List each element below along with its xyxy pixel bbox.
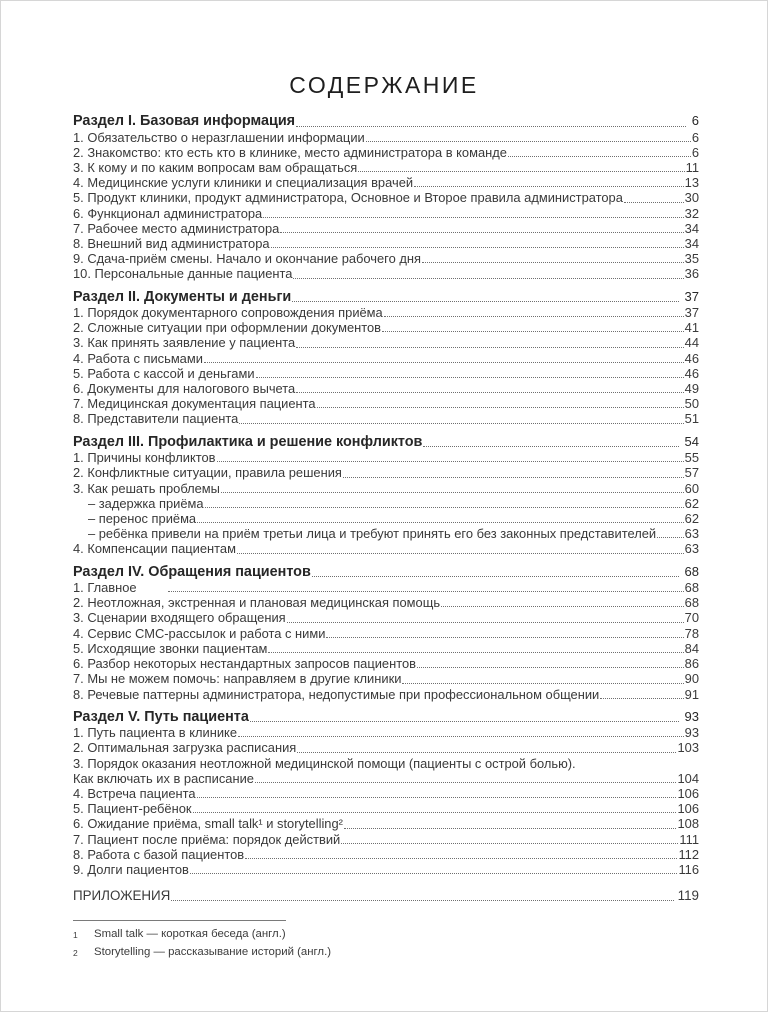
entry-label: 5. Продукт клиники, продукт администратора, Основное и Второе правила администратора [73, 190, 623, 206]
page-number: 13 [684, 175, 699, 191]
toc-entry [73, 450, 699, 465]
dot-leader [237, 553, 684, 554]
toc-entry [73, 832, 699, 847]
page-number: 49 [684, 381, 699, 397]
page-number: 119 [677, 888, 699, 904]
page-number: 63 [684, 541, 699, 557]
dot-leader [624, 202, 684, 203]
entry-label: 3. Как принять заявление у пациента [73, 335, 296, 351]
entry-label: 5. Работа с кассой и деньгами [73, 365, 255, 381]
page-number: 36 [684, 266, 699, 282]
dot-leader [382, 331, 684, 332]
entry-label: Как включать их в расписание [73, 770, 254, 786]
page-number: 46 [684, 365, 699, 381]
page-number: 50 [684, 396, 699, 412]
page-number: 51 [684, 411, 699, 427]
dot-leader [317, 407, 684, 408]
entry-label: 8. Работа с базой пациентов [73, 846, 245, 862]
dot-leader [287, 622, 684, 623]
appendix-label: ПРИЛОЖЕНИЯ [73, 888, 171, 904]
page-number: 103 [677, 740, 699, 756]
footnote-mark: 2 [73, 948, 78, 959]
footnotes-list [73, 926, 699, 962]
entry-label: Раздел II. Документы и деньги [73, 288, 292, 305]
section-heading-row [73, 113, 699, 130]
dot-leader [221, 492, 684, 493]
page-number: 35 [684, 251, 699, 267]
dot-leader [326, 637, 683, 638]
toc-entry [73, 687, 699, 702]
toc-entry [73, 740, 699, 755]
toc-entry [73, 266, 699, 281]
entry-label: 8. Представители пациента [73, 411, 239, 427]
page-number: 6 [691, 129, 699, 145]
toc-entry [73, 221, 699, 236]
entry-label: 7. Медицинская документация пациента [73, 396, 316, 412]
entry-label: 3. К кому и по каким вопросам вам обращаться [73, 159, 358, 175]
entry-label: 6. Разбор некоторых нестандартных запросов пациентов [73, 656, 416, 672]
dot-leader [296, 126, 686, 127]
dot-leader [205, 507, 684, 508]
toc-entry [73, 411, 699, 426]
toc-entry [73, 641, 699, 656]
dot-leader [423, 446, 678, 447]
dot-leader [245, 858, 677, 859]
toc-entry [73, 465, 699, 480]
entry-label: 1. Порядок документарного сопровождения приёма [73, 305, 383, 321]
page-number: 62 [684, 495, 699, 511]
toc-entry [73, 396, 699, 411]
entry-label: 9. Сдача-приём смены. Начало и окончание рабочего дня [73, 251, 421, 267]
entry-label: 2. Сложные ситуации при оформлении документов [73, 320, 382, 336]
page-number: 32 [684, 205, 699, 221]
page-number: 63 [684, 526, 699, 542]
page-number: 90 [684, 671, 699, 687]
entry-label: 8. Внешний вид администратора [73, 235, 270, 251]
entry-label: Раздел III. Профилактика и решение конфликтов [73, 433, 423, 450]
dot-leader [297, 752, 676, 753]
footnote-mark: 1 [73, 930, 78, 941]
dot-leader [271, 247, 684, 248]
toc-entry [73, 496, 699, 511]
page-number: 41 [684, 320, 699, 336]
dot-leader [402, 683, 683, 684]
entry-label: 7. Мы не можем помочь: направляем в другие клиники [73, 671, 402, 687]
entry-label: 6. Ожидание приёма, small talk¹ и storytelling² [73, 816, 343, 832]
toc-entry [73, 305, 699, 320]
page-number: 55 [684, 450, 699, 466]
toc-entry [73, 236, 699, 251]
dot-leader [239, 423, 683, 424]
dot-leader [344, 828, 677, 829]
page-number: 84 [684, 640, 699, 656]
appendix-row [73, 888, 699, 904]
page-number: 106 [677, 801, 699, 817]
entry-label: 6. Функционал администратора [73, 205, 263, 221]
toc-section [73, 113, 699, 282]
dot-leader [441, 606, 684, 607]
toc-entry [73, 862, 699, 877]
entry-label: 4. Встреча пациента [73, 786, 196, 802]
entry-label: 9. Долги пациентов [73, 862, 189, 878]
toc-entry [73, 595, 699, 610]
toc-entry [73, 816, 699, 831]
toc-entry [73, 725, 699, 740]
entry-label: 4. Сервис СМС-рассылок и работа с ними [73, 625, 326, 641]
page-number: 106 [677, 786, 699, 802]
page-number: 6 [691, 113, 699, 128]
footnote-rule [73, 920, 286, 921]
dot-leader [197, 797, 677, 798]
page-number: 62 [684, 510, 699, 526]
dot-leader [343, 477, 684, 478]
toc-entry [73, 160, 699, 175]
entry-label: 4. Работа с письмами [73, 350, 203, 366]
page-number: 37 [684, 305, 699, 321]
toc [73, 113, 699, 877]
toc-entry [73, 771, 699, 786]
footnote [73, 944, 699, 962]
dot-leader [366, 141, 691, 142]
page-number: 34 [684, 220, 699, 236]
toc-section [73, 709, 699, 878]
toc-entry [73, 580, 699, 595]
page-number: 6 [691, 144, 699, 160]
toc-section [73, 564, 699, 702]
toc-entry [73, 847, 699, 862]
dot-leader [238, 736, 684, 737]
dot-leader [293, 278, 683, 279]
toc-entry [73, 381, 699, 396]
dot-leader [268, 652, 683, 653]
page-number: 112 [678, 846, 699, 862]
entry-label: 6. Документы для налогового вычета [73, 381, 296, 397]
dot-leader [280, 232, 683, 233]
dot-leader [263, 217, 683, 218]
page-number: 37 [684, 288, 699, 304]
toc-entry [73, 175, 699, 190]
section-heading-row [73, 289, 699, 306]
page-number: 78 [684, 625, 699, 641]
page-number: 68 [684, 563, 699, 579]
dot-leader [197, 522, 684, 523]
dot-leader [341, 843, 678, 844]
toc-entry [73, 610, 699, 625]
entry-label: 1. Главное [73, 580, 137, 596]
toc-entry [73, 320, 699, 335]
entry-label: – перенос приёма [88, 510, 197, 526]
toc-entry [73, 526, 699, 541]
toc-entry [73, 190, 699, 205]
footnote-text: Small talk — короткая беседа (англ.) [94, 928, 286, 941]
toc-entry [73, 511, 699, 526]
dot-leader [190, 873, 678, 874]
entry-label: 2. Оптимальная загрузка расписания [73, 740, 297, 756]
dot-leader [217, 461, 684, 462]
entry-label: 4. Компенсации пациентам [73, 541, 236, 557]
entry-label: 2. Знакомство: кто есть кто в клинике, место администратора в команде [73, 144, 507, 160]
dot-leader [358, 171, 684, 172]
page-number: 44 [684, 335, 699, 351]
entry-label: 1. Обязательство о неразглашении информации [73, 129, 365, 145]
page-number: 91 [684, 686, 699, 702]
entry-label: 5. Пациент-ребёнок [73, 801, 192, 817]
toc-section [73, 434, 699, 557]
toc-entry [73, 130, 699, 145]
toc-entry [73, 756, 699, 771]
entry-label: – ребёнка привели на приём третьи лица и требуют принять его без законных представителей [88, 526, 657, 542]
page-title: СОДЕРЖАНИЕ [289, 72, 479, 98]
toc-entry [73, 786, 699, 801]
page-number: 111 [679, 831, 699, 847]
toc-entry [73, 656, 699, 671]
dot-leader [384, 316, 684, 317]
dot-leader [250, 721, 679, 722]
dot-leader [422, 262, 684, 263]
entry-label: 2. Неотложная, экстренная и плановая медицинская помощь [73, 595, 441, 611]
dot-leader [171, 900, 673, 901]
page-number: 60 [684, 480, 699, 496]
toc-section [73, 289, 699, 427]
entry-label: 1. Путь пациента в клинике [73, 725, 237, 741]
toc-entry [73, 206, 699, 221]
page-number: 104 [677, 770, 699, 786]
entry-label: 3. Сценарии входящего обращения [73, 610, 286, 626]
page-number: 11 [685, 159, 699, 175]
page-number: 108 [677, 816, 699, 832]
toc-entry [73, 801, 699, 816]
entry-label: 3. Как решать проблемы [73, 480, 220, 496]
toc-entry [73, 145, 699, 160]
page-number: 46 [684, 350, 699, 366]
entry-label: 10. Персональные данные пациента [73, 266, 293, 282]
toc-entry [73, 481, 699, 496]
page-number: 68 [684, 580, 699, 596]
dot-leader [292, 301, 678, 302]
dot-leader [168, 591, 684, 592]
entry-label: 2. Конфликтные ситуации, правила решения [73, 465, 342, 481]
dot-leader [296, 392, 683, 393]
entry-label: 8. Речевые паттерны администратора, недопустимые при профессиональном общении [73, 686, 600, 702]
page-number: 86 [684, 656, 699, 672]
page-number: 93 [684, 725, 699, 741]
entry-label: 1. Причины конфликтов [73, 450, 216, 466]
entry-label: Раздел I. Базовая информация [73, 113, 296, 129]
page-number: 34 [684, 235, 699, 251]
entry-label: 5. Исходящие звонки пациентам [73, 640, 268, 656]
toc-entry [73, 671, 699, 686]
toc-entry [73, 351, 699, 366]
dot-leader [600, 698, 683, 699]
section-heading-row [73, 434, 699, 451]
toc-entry [73, 541, 699, 556]
dot-leader [417, 667, 684, 668]
entry-label: 7. Пациент после приёма: порядок действий [73, 831, 341, 847]
section-heading-row [73, 709, 699, 726]
dot-leader [414, 186, 684, 187]
footnote-text: Storytelling — рассказывание историй (англ.) [94, 946, 332, 959]
toc-entry [73, 251, 699, 266]
dot-leader [508, 156, 691, 157]
page-number: 116 [678, 862, 699, 878]
entry-label: – задержка приёма [88, 495, 204, 511]
toc-entry [73, 366, 699, 381]
page-number: 70 [684, 610, 699, 626]
section-heading-row [73, 564, 699, 581]
dot-leader [255, 782, 677, 783]
entry-label: Раздел V. Путь пациента [73, 708, 249, 725]
page-number: 30 [684, 190, 699, 206]
page-number: 57 [684, 465, 699, 481]
dot-leader [193, 812, 677, 813]
dot-leader [657, 537, 684, 538]
page-number: 68 [684, 595, 699, 611]
entry-label: 3. Порядок оказания неотложной медицинской помощи (пациенты с острой болью). [73, 755, 576, 771]
page-number: 93 [684, 708, 699, 724]
dot-leader [312, 576, 679, 577]
entry-label: 4. Медицинские услуги клиники и специализация врачей [73, 175, 414, 191]
toc-entry [73, 335, 699, 350]
toc-entry [73, 626, 699, 641]
footnotes [73, 920, 699, 962]
footnote [73, 926, 699, 944]
dot-leader [256, 377, 684, 378]
toc-content [73, 113, 699, 904]
dot-leader [296, 347, 683, 348]
entry-label: 7. Рабочее место администратора [73, 220, 280, 236]
page-number: 54 [684, 433, 699, 449]
dot-leader [204, 362, 684, 363]
entry-label: Раздел IV. Обращения пациентов [73, 563, 311, 580]
